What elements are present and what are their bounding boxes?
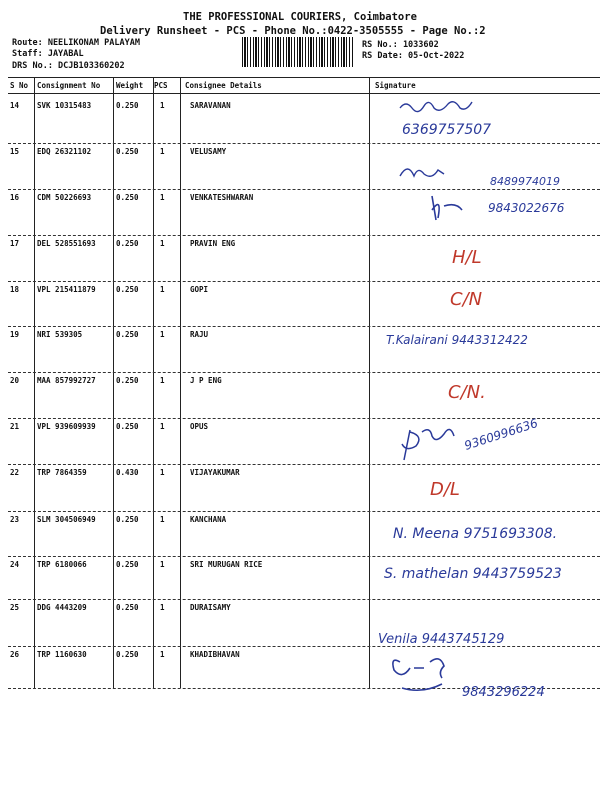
- signature-21-text: 9360996636: [462, 415, 540, 453]
- cell-sno: 19: [10, 330, 20, 339]
- cell-consignment: CDM 50226693: [37, 193, 92, 202]
- cell-consignee: OPUS: [190, 422, 209, 431]
- cell-sno: 15: [10, 147, 20, 156]
- cell-pcs: 1: [160, 193, 165, 202]
- signature-14-mark: [400, 102, 472, 112]
- company-title: THE PROFESSIONAL COURIERS, Coimbatore: [183, 11, 417, 23]
- cell-consignee: SRI MURUGAN RICE: [190, 560, 263, 569]
- cell-sno: 14: [10, 101, 20, 110]
- cell-weight: 0.250: [116, 239, 139, 248]
- cell-weight: 0.250: [116, 376, 139, 385]
- cell-consignment: VPL 215411879: [37, 285, 96, 294]
- cell-pcs: 1: [160, 285, 165, 294]
- cell-sno: 16: [10, 193, 20, 202]
- cell-sno: 23: [10, 515, 20, 524]
- cell-sno: 22: [10, 468, 20, 477]
- signature-14-text: 6369757507: [402, 122, 492, 138]
- cell-consignment: EDQ 26321102: [37, 147, 92, 156]
- signature-20-text: C/N.: [448, 382, 486, 403]
- cell-consignee: VENKATESHWARAN: [190, 193, 254, 202]
- signature-19-text: T.Kalairani 9443312422: [386, 333, 528, 347]
- drs-number: DRS No.: DCJB103360202: [12, 61, 125, 71]
- cell-consignment: DEL 528551693: [37, 239, 96, 248]
- cell-sno: 21: [10, 422, 20, 431]
- col-header-weight: Weight: [116, 81, 144, 90]
- signature-17-text: H/L: [452, 247, 482, 268]
- rs-number: RS No.: 1033602: [362, 40, 439, 50]
- cell-consignee: J P ENG: [190, 376, 222, 385]
- cell-weight: 0.250: [116, 101, 139, 110]
- cell-pcs: 1: [160, 515, 165, 524]
- staff-label: Staff: JAYABAL: [12, 49, 84, 59]
- cell-consignment: TRP 1160630: [37, 650, 87, 659]
- cell-consignee: VELUSAMY: [190, 147, 227, 156]
- rs-date: RS Date: 05-Oct-2022: [362, 51, 465, 61]
- cell-weight: 0.250: [116, 603, 139, 612]
- cell-pcs: 1: [160, 422, 165, 431]
- cell-sno: 20: [10, 376, 20, 385]
- signature-26-text: 9843296224: [462, 685, 545, 700]
- cell-pcs: 1: [160, 330, 165, 339]
- cell-sno: 25: [10, 603, 20, 612]
- cell-consignment: DDG 4443209: [37, 603, 87, 612]
- cell-consignee: GOPI: [190, 285, 209, 294]
- signature-23-text: N. Meena 9751693308.: [393, 526, 558, 542]
- cell-consignment: SLM 304506949: [37, 515, 96, 524]
- cell-pcs: 1: [160, 239, 165, 248]
- cell-weight: 0.250: [116, 285, 139, 294]
- cell-sno: 18: [10, 285, 20, 294]
- cell-consignee: RAJU: [190, 330, 209, 339]
- cell-consignee: DURAISAMY: [190, 603, 231, 612]
- col-header-signature: Signature: [375, 81, 416, 90]
- cell-weight: 0.250: [116, 147, 139, 156]
- cell-consignment: TRP 7864359: [37, 468, 87, 477]
- cell-consignee: KANCHANA: [190, 515, 227, 524]
- cell-weight: 0.250: [116, 515, 139, 524]
- signature-15-text: 8489974019: [490, 175, 560, 188]
- signature-24-text: S. mathelan 9443759523: [384, 566, 562, 582]
- cell-pcs: 1: [160, 560, 165, 569]
- col-header-pcs: PCS: [154, 81, 168, 90]
- cell-weight: 0.250: [116, 650, 139, 659]
- col-header-sno: S No: [10, 81, 29, 90]
- cell-consignee: SARAVANAN: [190, 101, 231, 110]
- cell-weight: 0.430: [116, 468, 139, 477]
- cell-sno: 26: [10, 650, 20, 659]
- cell-weight: 0.250: [116, 330, 139, 339]
- cell-pcs: 1: [160, 147, 165, 156]
- signature-21-mark: [402, 429, 454, 460]
- cell-weight: 0.250: [116, 193, 139, 202]
- signature-16-mark: [432, 196, 462, 220]
- route-label: Route: NEELIKONAM PALAYAM: [12, 38, 140, 48]
- cell-consignee: VIJAYAKUMAR: [190, 468, 240, 477]
- signature-25-text: Venila 9443745129: [378, 632, 505, 647]
- col-header-consignee: Consignee Details: [185, 81, 262, 90]
- cell-consignment: TRP 6180066: [37, 560, 87, 569]
- cell-consignment: SVK 10315483: [37, 101, 92, 110]
- cell-sno: 17: [10, 239, 20, 248]
- signature-15-mark: [400, 169, 444, 176]
- cell-consignee: PRAVIN ENG: [190, 239, 236, 248]
- cell-pcs: 1: [160, 603, 165, 612]
- cell-consignee: KHADIBHAVAN: [190, 650, 240, 659]
- cell-weight: 0.250: [116, 560, 139, 569]
- cell-pcs: 1: [160, 468, 165, 477]
- signature-22-text: D/L: [430, 479, 460, 500]
- signature-26-mark: [393, 659, 444, 690]
- cell-consignment: MAA 857992727: [37, 376, 96, 385]
- cell-consignment: NRI 539305: [37, 330, 83, 339]
- cell-sno: 24: [10, 560, 20, 569]
- cell-pcs: 1: [160, 101, 165, 110]
- col-header-consignment: Consignment No: [37, 81, 101, 90]
- signature-18-text: C/N: [450, 289, 483, 310]
- cell-pcs: 1: [160, 376, 165, 385]
- cell-weight: 0.250: [116, 422, 139, 431]
- runsheet-title: Delivery Runsheet - PCS - Phone No.:0422-3505555 - Page No.:2: [100, 25, 486, 37]
- signature-16-text: 9843022676: [488, 201, 565, 215]
- cell-pcs: 1: [160, 650, 165, 659]
- cell-consignment: VPL 939609939: [37, 422, 96, 431]
